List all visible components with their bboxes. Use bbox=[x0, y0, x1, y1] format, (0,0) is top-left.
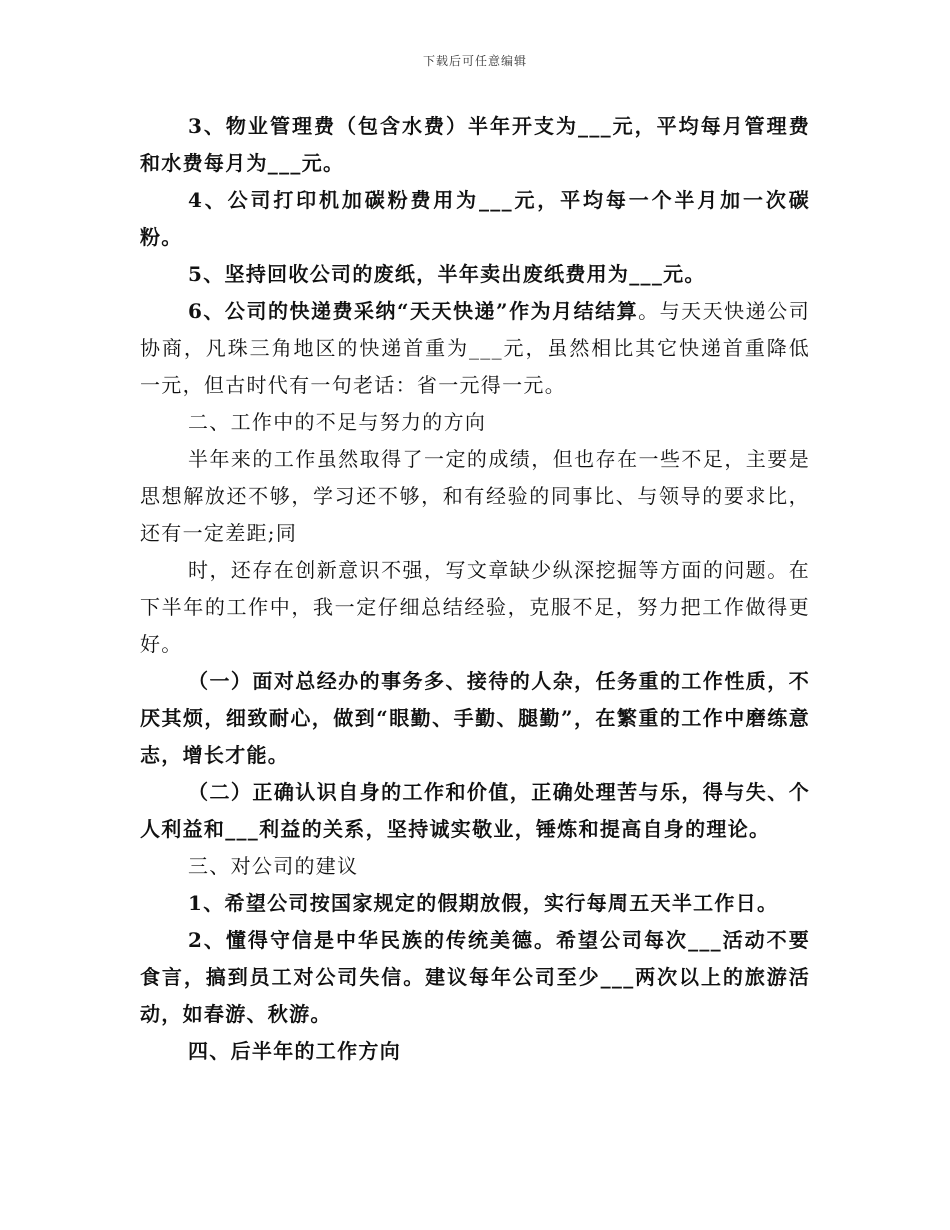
paragraph-item-one: （一）面对总经办的事务多、接待的人杂，任务重的工作性质，不厌其烦，细致耐心，做到“眼勤、手勤、腿勤”，在繁重的工作中磨练意志，增长才能。 bbox=[140, 669, 810, 767]
section-heading-suggestions: 三、对公司的建议 bbox=[188, 854, 359, 878]
express-fee-body: 。与天天快递公司协商，凡珠三角地区的快递首重为___元，虽然相比其它快递首重降低一元，但古时代有一句老话：省一元得一元。 bbox=[140, 299, 810, 397]
paragraph-item-two: （二）正确认识自身的工作和价值，正确处理苦与乐，得与失、个人利益和___利益的关系，坚持诚实敬业，锤炼和提高自身的理论。 bbox=[140, 780, 810, 841]
express-fee-bold-lead: 6、公司的快递费采纳“天天快递”作为月结结算 bbox=[188, 299, 639, 323]
paragraph-property-fee: 3、物业管理费（包含水费）半年开支为___元，平均每月管理费和水费每月为___元。 bbox=[140, 114, 810, 175]
document-body bbox=[140, 108, 810, 1070]
page-header: 下载后可任意编辑 bbox=[422, 54, 527, 68]
paragraph-suggestion-2: 2、懂得守信是中华民族的传统美德。希望公司每次___活动不要食言，搞到员工对公司失信。建议每年公司至少___两次以上的旅游活动，如春游、秋游。 bbox=[140, 928, 810, 1026]
paragraph-printer-toner: 4、公司打印机加碳粉费用为___元，平均每一个半月加一次碳粉。 bbox=[140, 188, 810, 249]
section-heading-direction: 四、后半年的工作方向 bbox=[188, 1039, 401, 1063]
paragraph-waste-paper: 5、坚持回收公司的废纸，半年卖出废纸费用为___元。 bbox=[188, 262, 706, 286]
paragraph-shortcomings-1: 半年来的工作虽然取得了一定的成绩，但也存在一些不足，主要是思想解放还不够，学习还不够，和有经验的同事比、与领导的要求比，还有一定差距;同 bbox=[140, 447, 810, 545]
paragraph-suggestion-1: 1、希望公司按国家规定的假期放假，实行每周五天半工作日。 bbox=[188, 891, 779, 915]
section-heading-shortcomings: 二、工作中的不足与努力的方向 bbox=[188, 410, 487, 434]
paragraph-express-fee bbox=[140, 293, 810, 404]
paragraph-shortcomings-2: 时，还存在创新意识不强，写文章缺少纵深挖掘等方面的问题。在下半年的工作中，我一定仔细总结经验，克服不足，努力把工作做得更好。 bbox=[140, 558, 810, 656]
